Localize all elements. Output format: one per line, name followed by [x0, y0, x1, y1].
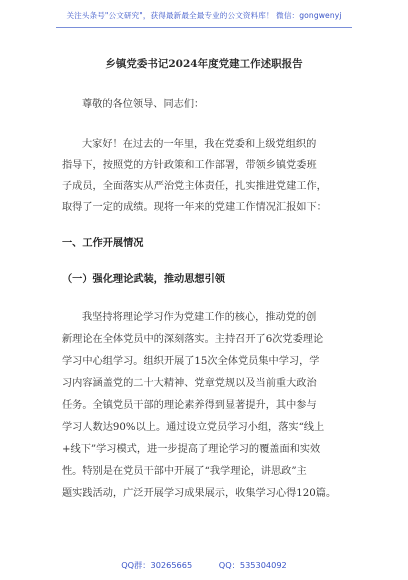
footer-contacts: [0, 560, 408, 571]
body-line: 我坚持将理论学习作为党建工作的核心，推动党的创: [82, 312, 317, 323]
body-line: 题实践活动，广泛开展学习成果展示，收集学习心得120篇。: [62, 488, 337, 499]
header-divider: [56, 27, 352, 28]
header-note: 关注头条号"公文研究"，获得最新最全最专业的公文资料库！ 微信：gongwenyj: [66, 11, 342, 20]
salutation: 尊敬的各位领导、同志们：: [82, 99, 205, 110]
subsection-heading: （一）强化理论武装，推动思想引领: [62, 273, 225, 285]
footer-qq-group: QQ群：30265665: [121, 560, 193, 570]
document-title: 乡镇党委书记2024年度党建工作述职报告: [105, 58, 303, 70]
intro-line: 子成员，全面落实从严治党主体责任，扎实推进党建工作，: [62, 181, 327, 192]
body-line: 学习中心组学习。组织开展了15次全体党员集中学习，学: [62, 356, 320, 367]
footer-qq-number: QQ：535304092: [218, 560, 287, 570]
body-line: +线下”学习模式，进一步提高了理论学习的覆盖面和实效: [62, 444, 321, 455]
body-line: 学习人数达90%以上。通过设立党员学习小组，落实“线上: [62, 422, 325, 433]
section-heading: 一、工作开展情况: [62, 237, 144, 249]
intro-line: 取得了一定的成绩。现将一年来的党建工作情况汇报如下：: [62, 202, 327, 213]
body-line: 习内容涵盖党的二十大精神、党章党规以及当前重大政治: [62, 378, 317, 389]
body-line: 新理论在全体党员中的深刻落实。主持召开了6次党委理论: [62, 334, 324, 345]
body-line: 任务。全镇党员干部的理论素养得到显著提升，其中参与: [62, 400, 317, 411]
intro-line: 指导下，按照党的方针政策和工作部署，带领乡镇党委班: [62, 160, 317, 171]
intro-line: 大家好！在过去的一年里，我在党委和上级党组织的: [82, 139, 317, 150]
body-line: 性。特别是在党员干部中开展了“我学理论，讲思政”主: [62, 466, 307, 477]
